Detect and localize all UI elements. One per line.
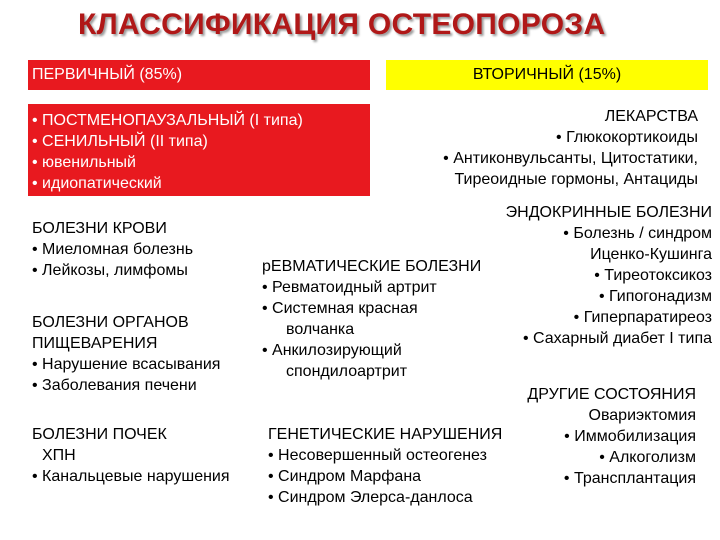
other-item: • Алкоголизм bbox=[599, 449, 696, 466]
genetic-item: • Синдром Марфана bbox=[268, 468, 422, 485]
other-item: Овариэктомия bbox=[588, 407, 696, 424]
primary-item: • ювенильный bbox=[32, 154, 136, 171]
endocrine-item: Иценко-Кушинга bbox=[590, 246, 712, 263]
endocrine-item: • Сахарный диабет I типа bbox=[522, 330, 712, 347]
secondary-header: ВТОРИЧНЫЙ (15%) bbox=[386, 60, 708, 90]
rheumatic-heading: рЕВМАТИЧЕСКИЕ БОЛЕЗНИ bbox=[262, 258, 482, 275]
kidney-item: • Канальцевые нарушения bbox=[32, 468, 230, 485]
primary-item: • ПОСТМЕНОПАУЗАЛЬНЫЙ (I типа) bbox=[32, 112, 303, 129]
digestive-heading: БОЛЕЗНИ ОРГАНОВ bbox=[32, 314, 189, 331]
drugs-item: Тиреоидные гормоны, Антациды bbox=[454, 171, 698, 188]
other-section bbox=[496, 384, 696, 489]
other-heading: ДРУГИЕ СОСТОЯНИЯ bbox=[527, 386, 696, 403]
digestive-item: • Заболевания печени bbox=[32, 377, 197, 394]
primary-header: ПЕРВИЧНЫЙ (85%) bbox=[28, 60, 370, 90]
blood-heading: БОЛЕЗНИ КРОВИ bbox=[32, 220, 167, 237]
genetic-item: • Несовершенный остеогенез bbox=[268, 447, 487, 464]
genetic-section bbox=[268, 424, 502, 508]
other-item: • Трансплантация bbox=[563, 470, 696, 487]
genetic-heading: ГЕНЕТИЧЕСКИЕ НАРУШЕНИЯ bbox=[268, 426, 503, 443]
digestive-item: • Нарушение всасывания bbox=[32, 356, 221, 373]
other-item: • Иммобилизация bbox=[564, 428, 696, 445]
primary-item: • идиопатический bbox=[32, 175, 162, 192]
page-title: КЛАССИФИКАЦИЯ ОСТЕОПОРОЗА bbox=[78, 8, 606, 41]
endocrine-item: • Гипогонадизм bbox=[598, 288, 712, 305]
endocrine-item: • Тиреотоксикоз bbox=[594, 267, 712, 284]
genetic-item: • Синдром Элерса-данлоса bbox=[268, 489, 473, 506]
drugs-item: • Антиконвульсанты, Цитостатики, bbox=[443, 150, 698, 167]
kidney-section bbox=[32, 424, 230, 487]
kidney-item: ХПН bbox=[42, 447, 76, 464]
primary-types-box bbox=[28, 104, 370, 196]
rheumatic-item: • Системная красная bbox=[262, 300, 418, 317]
drugs-section bbox=[368, 106, 698, 190]
endocrine-item: • Болезнь / синдром bbox=[563, 225, 712, 242]
drugs-heading: ЛЕКАРСТВА bbox=[604, 108, 698, 125]
blood-item: • Миеломная болезнь bbox=[32, 241, 194, 258]
digestive-section bbox=[32, 312, 220, 396]
drugs-item: • Глюкокортикоиды bbox=[556, 129, 698, 146]
rheumatic-item: • Анкилозирующий bbox=[262, 342, 402, 359]
endocrine-item: • Гиперпаратиреоз bbox=[573, 309, 712, 326]
rheumatic-item: волчанка bbox=[286, 321, 355, 338]
endocrine-heading: ЭНДОКРИННЫЕ БОЛЕЗНИ bbox=[505, 204, 712, 221]
rheumatic-item: • Ревматоидный артрит bbox=[262, 279, 437, 296]
rheumatic-item: спондилоартрит bbox=[286, 363, 408, 380]
rheumatic-section bbox=[262, 256, 481, 382]
kidney-heading: БОЛЕЗНИ ПОЧЕК bbox=[32, 426, 167, 443]
primary-item: • СЕНИЛЬНЫЙ (II типа) bbox=[32, 133, 208, 150]
endocrine-section bbox=[452, 202, 712, 349]
blood-item: • Лейкозы, лимфомы bbox=[32, 262, 188, 279]
digestive-heading: ПИЩЕВАРЕНИЯ bbox=[32, 335, 158, 352]
blood-section bbox=[32, 218, 193, 281]
